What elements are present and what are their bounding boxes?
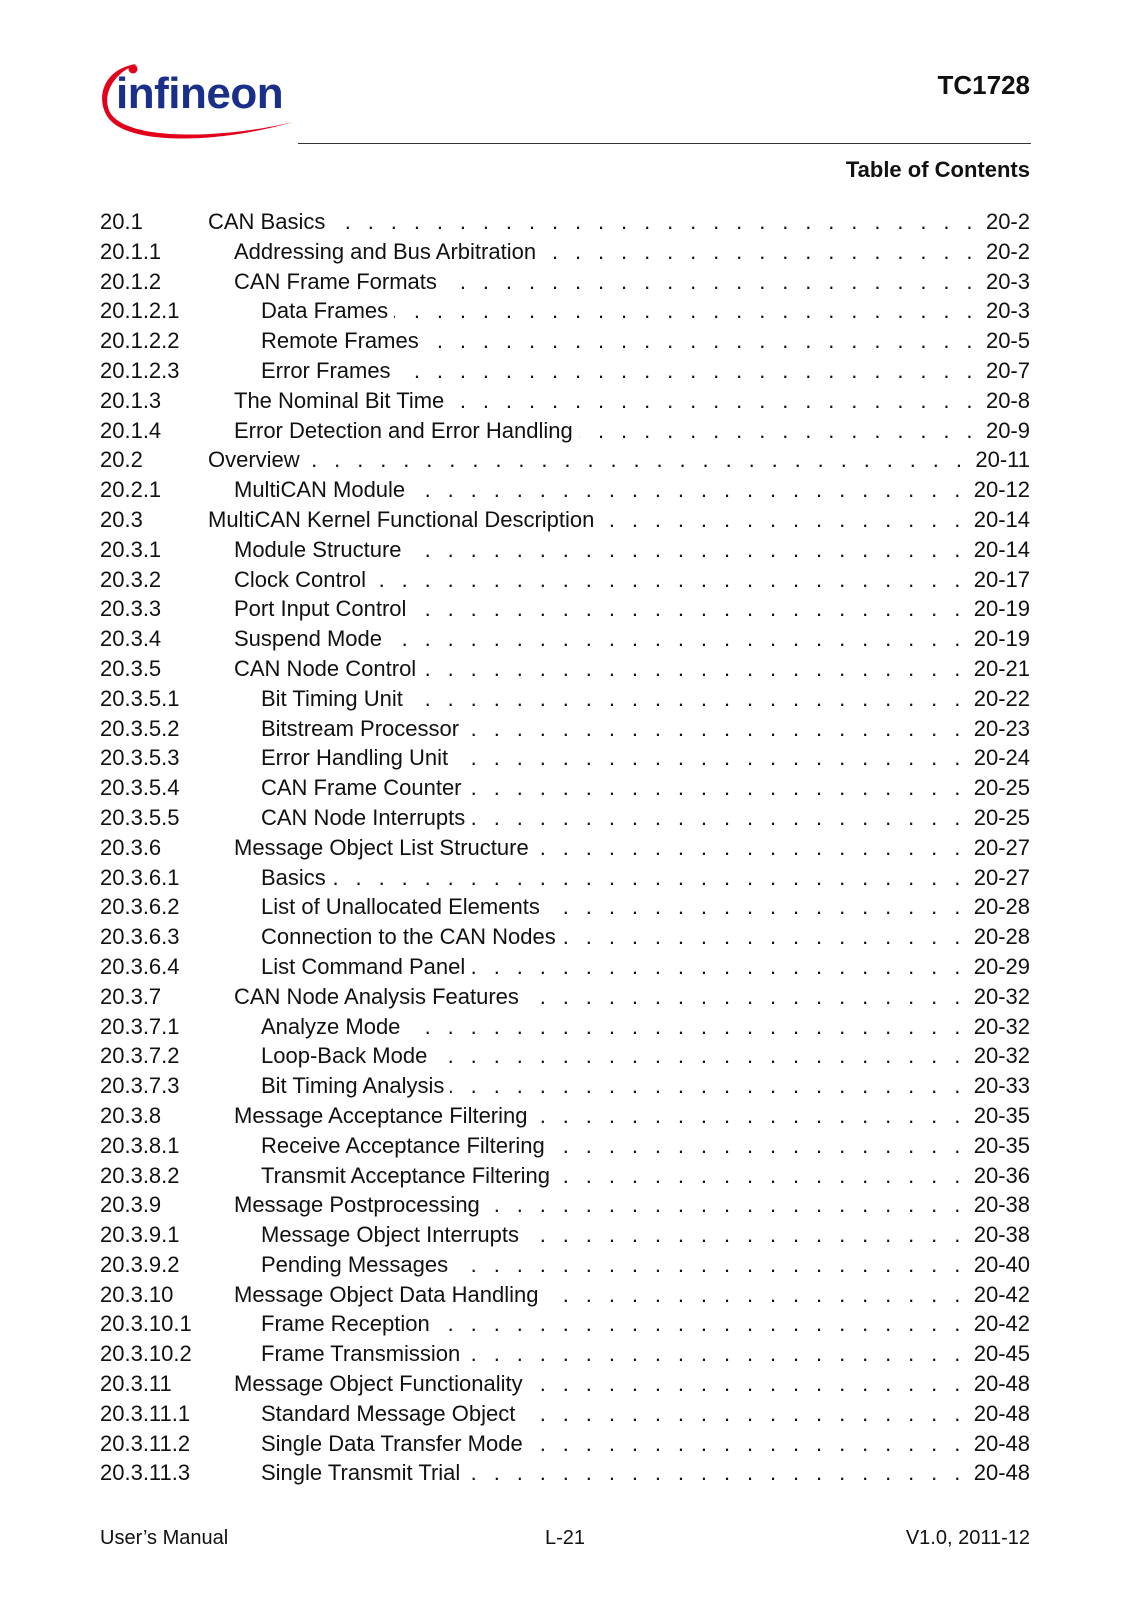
toc-entry-title[interactable]: Bitstream Processor bbox=[261, 714, 465, 744]
toc-entry-line bbox=[234, 982, 1030, 1012]
toc-entry-title[interactable]: Clock Control bbox=[234, 565, 372, 595]
toc-entry-number: 20.2 bbox=[100, 447, 143, 473]
toc-entry[interactable] bbox=[100, 1339, 1030, 1369]
toc-entry[interactable] bbox=[100, 416, 1030, 446]
toc-entry-line bbox=[261, 326, 1030, 356]
toc-entry-page[interactable]: 20-3 bbox=[985, 268, 1030, 294]
toc-entry-page[interactable]: 20-42 bbox=[973, 1281, 1030, 1307]
toc-entry-title[interactable]: Message Object Interrupts bbox=[261, 1220, 525, 1250]
section-title: Table of Contents bbox=[845, 157, 1030, 182]
toc-entry-page[interactable]: 20-25 bbox=[973, 775, 1030, 801]
toc-entry-number: 20.3.11.1 bbox=[100, 1400, 191, 1426]
toc-entry-number: 20.1 bbox=[100, 209, 143, 234]
toc-entry-number: 20.1.1 bbox=[100, 238, 162, 264]
header-divider bbox=[298, 143, 1031, 144]
toc-entry-line bbox=[208, 207, 1030, 237]
dot-leader bbox=[412, 594, 965, 624]
toc-entry-number: 20.3.6.2 bbox=[100, 894, 180, 920]
toc-entry-title[interactable]: Single Transmit Trial bbox=[261, 1458, 466, 1488]
toc-entry[interactable] bbox=[100, 1369, 1030, 1399]
toc-entry-number: 20.3.7.2 bbox=[100, 1043, 180, 1069]
toc-entry-line bbox=[261, 1458, 1030, 1488]
dot-leader bbox=[388, 624, 966, 654]
dot-leader bbox=[466, 1458, 965, 1488]
toc-entry[interactable] bbox=[100, 1309, 1030, 1339]
toc-entry-page[interactable]: 20-32 bbox=[973, 1013, 1030, 1039]
toc-entry-line bbox=[261, 1131, 1030, 1161]
toc-entry-title[interactable]: Standard Message Object bbox=[261, 1399, 521, 1429]
toc-entry-page[interactable]: 20-11 bbox=[975, 447, 1030, 473]
toc-entry[interactable] bbox=[100, 952, 1030, 982]
toc-entry-title[interactable]: Analyze Mode bbox=[261, 1012, 406, 1042]
dot-leader bbox=[425, 326, 978, 356]
toc-entry[interactable] bbox=[100, 892, 1030, 922]
dot-leader bbox=[579, 416, 978, 446]
toc-entry[interactable] bbox=[100, 1041, 1030, 1071]
toc-entry-title[interactable]: Transmit Acceptance Filtering bbox=[261, 1161, 556, 1191]
toc-entry-page[interactable]: 20-19 bbox=[973, 626, 1030, 652]
toc-entry-number: 20.1.2.3 bbox=[100, 357, 180, 383]
toc-entry-page[interactable]: 20-48 bbox=[973, 1400, 1030, 1426]
dot-leader bbox=[600, 505, 965, 535]
toc-entry-page[interactable]: 20-38 bbox=[973, 1192, 1030, 1218]
toc-entry[interactable] bbox=[100, 1280, 1030, 1310]
toc-entry-page[interactable]: 20-19 bbox=[973, 596, 1030, 622]
toc-entry-line bbox=[261, 1161, 1030, 1191]
toc-entry-number: 20.3.8.1 bbox=[100, 1132, 180, 1158]
toc-entry-page[interactable]: 20-21 bbox=[973, 655, 1030, 681]
table-of-contents bbox=[100, 207, 1030, 1488]
dot-leader bbox=[306, 445, 968, 475]
toc-entry-number: 20.1.3 bbox=[100, 387, 162, 413]
toc-entry-page[interactable]: 20-32 bbox=[973, 983, 1030, 1009]
toc-entry-title[interactable]: Loop-Back Mode bbox=[261, 1041, 433, 1071]
toc-entry[interactable] bbox=[100, 1190, 1030, 1220]
toc-entry-number: 20.3.7 bbox=[100, 983, 162, 1009]
toc-entry-number: 20.3.5.1 bbox=[100, 685, 180, 711]
dot-leader bbox=[436, 1309, 966, 1339]
toc-entry-title[interactable]: Frame Transmission bbox=[261, 1339, 466, 1369]
toc-entry-line bbox=[234, 1101, 1030, 1131]
toc-entry-number: 20.3.10.1 bbox=[100, 1311, 192, 1337]
toc-entry-title[interactable]: Data Frames bbox=[261, 296, 394, 326]
toc-entry-number: 20.3.4 bbox=[100, 626, 162, 652]
toc-entry-line bbox=[234, 1369, 1030, 1399]
toc-entry[interactable] bbox=[100, 1220, 1030, 1250]
toc-entry-line bbox=[261, 1339, 1030, 1369]
toc-entry-number: 20.3.3 bbox=[100, 596, 162, 622]
toc-entry-number: 20.3.9.1 bbox=[100, 1222, 180, 1248]
toc-entry-title[interactable]: Message Postprocessing bbox=[234, 1190, 486, 1220]
toc-entry-page[interactable]: 20-35 bbox=[973, 1132, 1030, 1158]
dot-leader bbox=[466, 1339, 965, 1369]
toc-entry-title[interactable]: MultiCAN Kernel Functional Description bbox=[208, 505, 600, 535]
toc-entry-title[interactable]: Module Structure bbox=[234, 535, 408, 565]
footer-page-number: L-21 bbox=[545, 1527, 586, 1549]
toc-entry-line bbox=[261, 1012, 1030, 1042]
toc-entry-page[interactable]: 20-32 bbox=[973, 1043, 1030, 1069]
toc-entry-number: 20.3.11.3 bbox=[100, 1460, 191, 1486]
toc-entry-title[interactable]: Addressing and Bus Arbitration bbox=[234, 237, 542, 267]
toc-entry-number: 20.3.5.2 bbox=[100, 715, 180, 741]
toc-entry-number: 20.3.6.4 bbox=[100, 953, 180, 979]
dot-leader bbox=[535, 833, 966, 863]
toc-entry[interactable] bbox=[100, 773, 1030, 803]
dot-leader bbox=[450, 386, 978, 416]
toc-entry-page[interactable]: 20-3 bbox=[985, 298, 1030, 324]
dot-leader bbox=[332, 863, 966, 893]
toc-entry-page[interactable]: 20-48 bbox=[973, 1371, 1030, 1397]
toc-entry-number: 20.3.8 bbox=[100, 1102, 162, 1128]
toc-entry-line bbox=[261, 1250, 1030, 1280]
toc-entry-title[interactable]: Suspend Mode bbox=[234, 624, 388, 654]
toc-entry-number: 20.2.1 bbox=[100, 477, 162, 503]
toc-entry-line bbox=[208, 445, 1030, 475]
toc-entry[interactable] bbox=[100, 356, 1030, 386]
dot-leader bbox=[556, 1161, 966, 1191]
toc-entry-title[interactable]: Pending Messages bbox=[261, 1250, 454, 1280]
toc-entry-title[interactable]: CAN Frame Formats bbox=[234, 267, 443, 297]
toc-entry-line bbox=[261, 1041, 1030, 1071]
toc-entry[interactable] bbox=[100, 267, 1030, 297]
toc-entry-page[interactable]: 20-24 bbox=[973, 745, 1030, 771]
toc-entry[interactable] bbox=[100, 1161, 1030, 1191]
toc-entry-number: 20.3.5.4 bbox=[100, 775, 180, 801]
toc-entry-line bbox=[234, 594, 1030, 624]
toc-entry-line bbox=[261, 892, 1030, 922]
dot-leader bbox=[529, 1369, 966, 1399]
logo-wordmark: infineon bbox=[116, 69, 284, 118]
toc-entry[interactable] bbox=[100, 237, 1030, 267]
toc-entry-page[interactable]: 20-25 bbox=[973, 804, 1030, 830]
toc-entry-line bbox=[234, 833, 1030, 863]
dot-leader bbox=[525, 1220, 966, 1250]
dot-leader bbox=[394, 296, 978, 326]
dot-leader bbox=[471, 803, 966, 833]
dot-leader bbox=[546, 892, 966, 922]
toc-entry-title[interactable]: Port Input Control bbox=[234, 594, 412, 624]
toc-entry-page[interactable]: 20-23 bbox=[973, 715, 1030, 741]
toc-entry-line bbox=[261, 1309, 1030, 1339]
dot-leader bbox=[454, 1250, 966, 1280]
toc-entry-number: 20.1.2.2 bbox=[100, 328, 180, 354]
toc-entry-page[interactable]: 20-5 bbox=[985, 328, 1030, 354]
toc-entry-title[interactable]: Message Object Functionality bbox=[234, 1369, 529, 1399]
toc-entry[interactable] bbox=[100, 922, 1030, 952]
toc-entry-title[interactable]: Receive Acceptance Filtering bbox=[261, 1131, 551, 1161]
toc-entry[interactable] bbox=[100, 326, 1030, 356]
toc-entry[interactable] bbox=[100, 624, 1030, 654]
toc-entry-line bbox=[261, 1399, 1030, 1429]
toc-entry[interactable] bbox=[100, 505, 1030, 535]
toc-entry-title[interactable]: CAN Frame Counter bbox=[261, 773, 468, 803]
toc-entry-page[interactable]: 20-36 bbox=[973, 1162, 1030, 1188]
toc-entry-number: 20.3.1 bbox=[100, 536, 162, 562]
toc-entry-number: 20.3.5 bbox=[100, 655, 162, 681]
toc-entry-page[interactable]: 20-27 bbox=[973, 834, 1030, 860]
toc-entry-page[interactable]: 20-2 bbox=[985, 238, 1030, 264]
toc-entry-title[interactable]: List of Unallocated Elements bbox=[261, 892, 546, 922]
toc-entry-number: 20.3.10 bbox=[100, 1281, 174, 1307]
toc-entry-page[interactable]: 20-28 bbox=[973, 924, 1030, 950]
dot-leader bbox=[545, 1280, 966, 1310]
toc-entry[interactable] bbox=[100, 743, 1030, 773]
toc-entry-title[interactable]: MultiCAN Module bbox=[234, 475, 411, 505]
footer-manual-label: User’s Manual bbox=[100, 1527, 229, 1549]
toc-entry-title[interactable]: Connection to the CAN Nodes bbox=[261, 922, 562, 952]
toc-entry-line bbox=[234, 267, 1030, 297]
dot-leader bbox=[409, 684, 966, 714]
toc-entry-number: 20.3.10.2 bbox=[100, 1341, 192, 1367]
toc-entry[interactable] bbox=[100, 1131, 1030, 1161]
dot-leader bbox=[468, 773, 966, 803]
toc-entry[interactable] bbox=[100, 386, 1030, 416]
toc-entry[interactable] bbox=[100, 1458, 1030, 1488]
dot-leader bbox=[408, 535, 966, 565]
toc-entry-title[interactable]: Error Detection and Error Handling bbox=[234, 416, 579, 446]
toc-entry-title[interactable]: List Command Panel bbox=[261, 952, 471, 982]
toc-entry[interactable] bbox=[100, 982, 1030, 1012]
toc-entry-title[interactable]: Bit Timing Analysis bbox=[261, 1071, 450, 1101]
dot-leader bbox=[331, 207, 978, 237]
toc-entry-number: 20.3 bbox=[100, 506, 143, 532]
toc-entry-line bbox=[261, 803, 1030, 833]
toc-entry-line bbox=[234, 535, 1030, 565]
toc-entry-line bbox=[234, 1280, 1030, 1310]
toc-entry-title[interactable]: Message Object Data Handling bbox=[234, 1280, 545, 1310]
toc-entry-line bbox=[208, 505, 1030, 535]
toc-entry-line bbox=[234, 416, 1030, 446]
toc-entry[interactable] bbox=[100, 1399, 1030, 1429]
toc-entry-title[interactable]: Bit Timing Unit bbox=[261, 684, 409, 714]
dot-leader bbox=[465, 714, 966, 744]
toc-entry-page[interactable]: 20-38 bbox=[973, 1222, 1030, 1248]
toc-entry-line bbox=[261, 714, 1030, 744]
dot-leader bbox=[471, 952, 966, 982]
footer-version: V1.0, 2011-12 bbox=[905, 1527, 1030, 1549]
toc-entry[interactable] bbox=[100, 1012, 1030, 1042]
toc-entry[interactable] bbox=[100, 1101, 1030, 1131]
toc-entry-number: 20.1.2.1 bbox=[100, 298, 180, 324]
toc-entry-title[interactable]: Error Frames bbox=[261, 356, 397, 386]
toc-entry-number: 20.3.11 bbox=[100, 1371, 172, 1397]
toc-entry[interactable] bbox=[100, 296, 1030, 326]
dot-leader bbox=[454, 743, 966, 773]
toc-entry-line bbox=[261, 684, 1030, 714]
toc-entry-page[interactable]: 20-14 bbox=[973, 506, 1030, 532]
toc-entry-number: 20.3.5.3 bbox=[100, 745, 180, 771]
toc-entry-page[interactable]: 20-12 bbox=[973, 477, 1030, 503]
toc-entry-line bbox=[234, 654, 1030, 684]
toc-entry-page[interactable]: 20-48 bbox=[973, 1430, 1030, 1456]
toc-entry[interactable] bbox=[100, 535, 1030, 565]
toc-entry-number: 20.3.8.2 bbox=[100, 1162, 180, 1188]
toc-entry-page[interactable]: 20-7 bbox=[985, 357, 1030, 383]
toc-entry-number: 20.3.6.1 bbox=[100, 864, 180, 890]
toc-entry[interactable] bbox=[100, 684, 1030, 714]
toc-entry[interactable] bbox=[100, 654, 1030, 684]
product-name: TC1728 bbox=[937, 70, 1030, 100]
dot-leader bbox=[443, 267, 978, 297]
toc-entry-line bbox=[261, 922, 1030, 952]
toc-entry-line bbox=[234, 386, 1030, 416]
toc-entry-page[interactable]: 20-8 bbox=[985, 387, 1030, 413]
toc-entry-page[interactable]: 20-17 bbox=[973, 566, 1030, 592]
toc-entry[interactable] bbox=[100, 833, 1030, 863]
toc-entry[interactable] bbox=[100, 207, 1030, 237]
toc-entry-title[interactable]: Single Data Transfer Mode bbox=[261, 1429, 529, 1459]
dot-leader bbox=[551, 1131, 966, 1161]
toc-entry-title[interactable]: CAN Basics bbox=[208, 207, 331, 237]
toc-entry-title[interactable]: Frame Reception bbox=[261, 1309, 436, 1339]
dot-leader bbox=[433, 1041, 965, 1071]
toc-entry-title[interactable]: The Nominal Bit Time bbox=[234, 386, 450, 416]
toc-entry-line bbox=[234, 624, 1030, 654]
toc-entry-number: 20.3.2 bbox=[100, 566, 162, 592]
toc-entry-page[interactable]: 20-22 bbox=[973, 685, 1030, 711]
toc-entry-number: 20.1.4 bbox=[100, 417, 162, 443]
toc-entry-page[interactable]: 20-14 bbox=[973, 536, 1030, 562]
toc-entry[interactable] bbox=[100, 475, 1030, 505]
toc-entry-line bbox=[261, 773, 1030, 803]
toc-entry-title[interactable]: Basics bbox=[261, 863, 332, 893]
toc-entry-line bbox=[261, 952, 1030, 982]
toc-entry-title[interactable]: CAN Node Analysis Features bbox=[234, 982, 525, 1012]
toc-entry-number: 20.3.9 bbox=[100, 1192, 162, 1218]
toc-entry-page[interactable]: 20-33 bbox=[973, 1073, 1030, 1099]
toc-entry-page[interactable]: 20-48 bbox=[973, 1460, 1030, 1486]
toc-entry-title[interactable]: Message Object List Structure bbox=[234, 833, 535, 863]
toc-entry-page[interactable]: 20-2 bbox=[985, 209, 1030, 234]
toc-entry[interactable] bbox=[100, 863, 1030, 893]
toc-entry[interactable] bbox=[100, 594, 1030, 624]
dot-leader bbox=[486, 1190, 966, 1220]
toc-entry-line bbox=[261, 1071, 1030, 1101]
toc-entry-title[interactable]: CAN Node Interrupts bbox=[261, 803, 471, 833]
toc-entry-number: 20.3.7.1 bbox=[100, 1013, 180, 1039]
toc-entry-page[interactable]: 20-27 bbox=[973, 864, 1030, 890]
dot-leader bbox=[529, 1429, 966, 1459]
infineon-logo bbox=[97, 58, 297, 148]
toc-entry-title[interactable]: Error Handling Unit bbox=[261, 743, 454, 773]
toc-entry-line bbox=[234, 1190, 1030, 1220]
toc-entry-page[interactable]: 20-45 bbox=[973, 1341, 1030, 1367]
toc-entry[interactable] bbox=[100, 803, 1030, 833]
toc-entry-line bbox=[261, 296, 1030, 326]
toc-entry-line bbox=[234, 565, 1030, 595]
toc-entry-page[interactable]: 20-9 bbox=[985, 417, 1030, 443]
dot-leader bbox=[411, 475, 966, 505]
toc-entry-number: 20.3.11.2 bbox=[100, 1430, 191, 1456]
toc-entry-line bbox=[261, 1220, 1030, 1250]
toc-entry-number: 20.3.7.3 bbox=[100, 1073, 180, 1099]
dot-leader bbox=[406, 1012, 965, 1042]
toc-entry-line bbox=[261, 1429, 1030, 1459]
toc-entry-line bbox=[261, 863, 1030, 893]
toc-entry-line bbox=[234, 475, 1030, 505]
toc-entry-page[interactable]: 20-42 bbox=[973, 1311, 1030, 1337]
toc-entry[interactable] bbox=[100, 714, 1030, 744]
toc-entry-page[interactable]: 20-28 bbox=[973, 894, 1030, 920]
toc-entry-title[interactable]: CAN Node Control bbox=[234, 654, 422, 684]
dot-leader bbox=[521, 1399, 965, 1429]
dot-leader bbox=[542, 237, 978, 267]
toc-entry-number: 20.3.6.3 bbox=[100, 924, 180, 950]
toc-entry-line bbox=[261, 356, 1030, 386]
toc-entry-number: 20.3.9.2 bbox=[100, 1251, 180, 1277]
toc-entry-page[interactable]: 20-35 bbox=[973, 1102, 1030, 1128]
toc-entry-title[interactable]: Message Acceptance Filtering bbox=[234, 1101, 534, 1131]
dot-leader bbox=[372, 565, 966, 595]
dot-leader bbox=[422, 654, 966, 684]
toc-entry[interactable] bbox=[100, 445, 1030, 475]
dot-leader bbox=[534, 1101, 966, 1131]
toc-entry-number: 20.3.5.5 bbox=[100, 804, 180, 830]
toc-entry-title[interactable]: Overview bbox=[208, 445, 306, 475]
toc-entry-page[interactable]: 20-40 bbox=[973, 1251, 1030, 1277]
dot-leader bbox=[525, 982, 966, 1012]
toc-entry-number: 20.3.6 bbox=[100, 834, 162, 860]
toc-entry[interactable] bbox=[100, 1071, 1030, 1101]
toc-entry-number: 20.1.2 bbox=[100, 268, 162, 294]
toc-entry[interactable] bbox=[100, 1250, 1030, 1280]
dot-leader bbox=[450, 1071, 965, 1101]
toc-entry[interactable] bbox=[100, 1429, 1030, 1459]
dot-leader bbox=[562, 922, 966, 952]
toc-entry-title[interactable]: Remote Frames bbox=[261, 326, 425, 356]
toc-entry-page[interactable]: 20-29 bbox=[973, 953, 1030, 979]
toc-entry-line bbox=[261, 743, 1030, 773]
toc-entry-line bbox=[234, 237, 1030, 267]
toc-entry[interactable] bbox=[100, 565, 1030, 595]
dot-leader bbox=[397, 356, 978, 386]
